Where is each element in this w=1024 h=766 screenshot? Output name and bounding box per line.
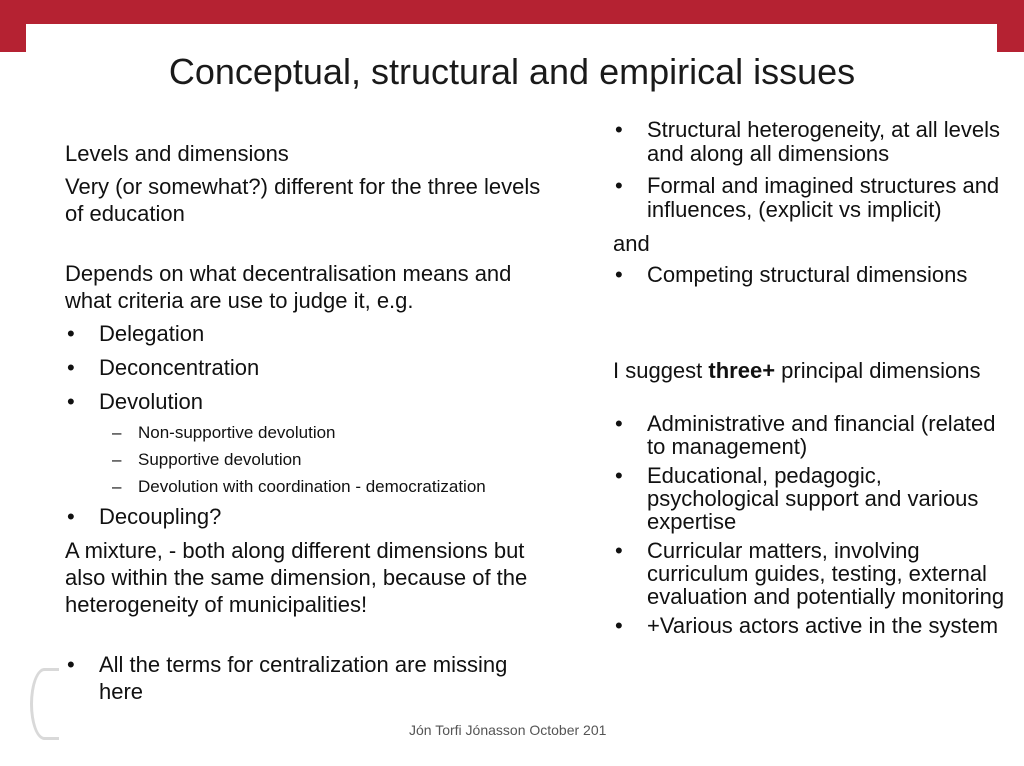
bullet-various-actors: • +Various actors active in the system: [613, 614, 1008, 637]
university-seal-logo: [30, 668, 59, 740]
levels-heading: Levels and dimensions: [65, 141, 289, 166]
footer-author-date: Jón Torfi Jónasson October 201: [409, 722, 607, 738]
subbullet-coordination: – Devolution with coordination - democratization: [65, 476, 555, 497]
spacer: [613, 390, 1008, 412]
subbullet-supportive: – Supportive devolution: [65, 449, 555, 470]
mixture-paragraph: A mixture, - both along different dimensions but also within the same dimension, because of the heterogeneity of municipalities!: [65, 538, 528, 617]
slide-title: Conceptual, structural and empirical issues: [168, 51, 856, 92]
bullet-formal-imagined: • Formal and imagined structures and influences, (explicit vs implicit): [613, 174, 1008, 222]
spacer: [65, 624, 555, 651]
spacer: [613, 295, 1008, 357]
left-column: [65, 140, 555, 712]
suggest-suffix: principal dimensions: [775, 358, 981, 383]
and-text: and: [613, 231, 650, 256]
spacer: [65, 233, 555, 260]
levels-paragraph: Very (or somewhat?) different for the three levels of education: [65, 174, 541, 226]
bullet-competing-dimensions: • Competing structural dimensions: [613, 263, 1008, 287]
bullet-curricular: • Curricular matters, involving curriculum guides, testing, external evaluation and potentially monitoring: [613, 539, 1008, 608]
bullet-structural-heterogeneity: • Structural heterogeneity, at all levels and along all dimensions: [613, 118, 1008, 166]
bullet-administrative: • Administrative and financial (related to management): [613, 412, 1008, 458]
suggest-line: [613, 357, 1008, 384]
depends-paragraph: Depends on what decentralisation means and what criteria are use to judge it, e.g.: [65, 261, 512, 313]
bullet-delegation: • Delegation: [65, 320, 555, 347]
bullet-deconcentration: • Deconcentration: [65, 354, 555, 381]
suggest-bold: three+: [708, 358, 776, 383]
bullet-decoupling: • Decoupling?: [65, 503, 555, 530]
bullet-devolution: • Devolution: [65, 388, 555, 415]
subbullet-non-supportive: – Non-supportive devolution: [65, 422, 555, 443]
bullet-centralization-missing: • All the terms for centralization are missing here: [65, 651, 555, 705]
suggest-prefix: I suggest: [613, 358, 709, 383]
right-column: [613, 118, 1008, 643]
bullet-educational: • Educational, pedagogic, psychological support and various expertise: [613, 464, 1008, 533]
